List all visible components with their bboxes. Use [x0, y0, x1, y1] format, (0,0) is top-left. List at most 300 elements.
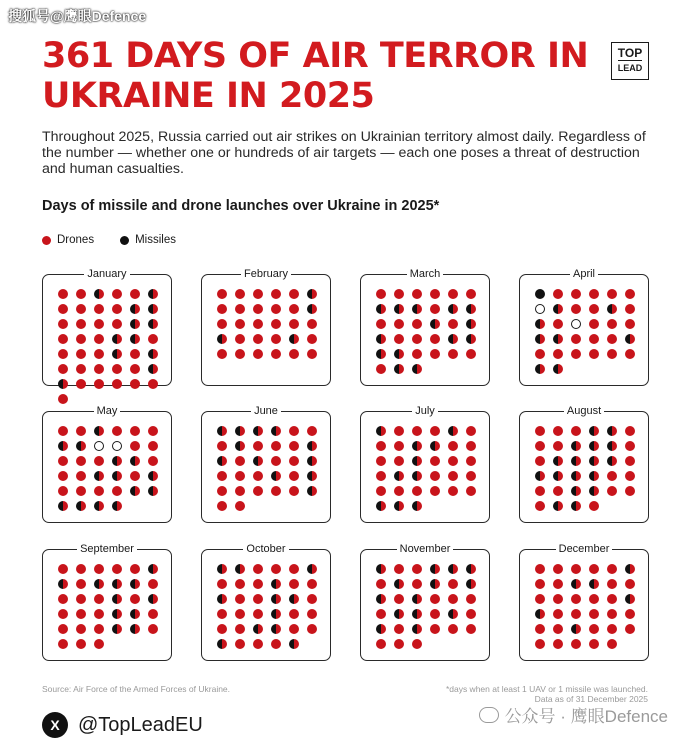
drone-day-dot — [466, 441, 476, 451]
drone-day-dot — [607, 349, 617, 359]
drone-missile-day-dot — [448, 609, 458, 619]
drone-day-dot — [253, 304, 263, 314]
drone-day-dot — [412, 426, 422, 436]
drone-day-dot — [535, 486, 545, 496]
drone-missile-day-dot — [376, 624, 386, 634]
drone-day-dot — [217, 319, 227, 329]
month-name: December — [556, 543, 613, 555]
drone-missile-day-dot — [148, 564, 158, 574]
drone-missile-day-dot — [589, 426, 599, 436]
drone-day-dot — [130, 426, 140, 436]
drone-missile-day-dot — [412, 304, 422, 314]
drone-missile-day-dot — [112, 594, 122, 604]
twitter-handle[interactable]: @TopLeadEU — [78, 713, 203, 736]
drone-missile-day-dot — [307, 486, 317, 496]
drone-day-dot — [607, 564, 617, 574]
drone-day-dot — [430, 471, 440, 481]
drone-day-dot — [589, 349, 599, 359]
no-launch-day-dot — [535, 304, 545, 314]
drone-day-dot — [289, 624, 299, 634]
logo-top-text: TOP — [617, 46, 643, 60]
drone-day-dot — [535, 639, 545, 649]
drone-missile-day-dot — [553, 471, 563, 481]
drone-day-dot — [589, 624, 599, 634]
drone-day-dot — [148, 379, 158, 389]
drone-day-dot — [94, 564, 104, 574]
drone-day-dot — [625, 349, 635, 359]
drone-day-dot — [466, 471, 476, 481]
drone-missile-day-dot — [430, 441, 440, 451]
drone-day-dot — [94, 639, 104, 649]
drone-day-dot — [148, 456, 158, 466]
drone-day-dot — [253, 594, 263, 604]
drone-missile-day-dot — [571, 471, 581, 481]
drone-day-dot — [271, 334, 281, 344]
drone-missile-day-dot — [271, 426, 281, 436]
drone-missile-day-dot — [589, 441, 599, 451]
drone-missile-day-dot — [76, 501, 86, 511]
wechat-label: 公众号 · 鹰眼Defence — [504, 707, 668, 726]
drone-day-dot — [112, 426, 122, 436]
drone-day-dot — [376, 319, 386, 329]
drone-missile-day-dot — [376, 304, 386, 314]
drone-day-dot — [112, 304, 122, 314]
drone-day-dot — [625, 471, 635, 481]
drone-day-dot — [130, 441, 140, 451]
drone-missile-day-dot — [466, 334, 476, 344]
footnote — [446, 684, 648, 704]
drone-day-dot — [376, 441, 386, 451]
drone-missile-day-dot — [58, 501, 68, 511]
drone-day-dot — [253, 579, 263, 589]
drone-day-dot — [448, 486, 458, 496]
drone-missile-day-dot — [130, 624, 140, 634]
drone-missile-day-dot — [307, 441, 317, 451]
drone-day-dot — [307, 334, 317, 344]
drone-missile-day-dot — [394, 349, 404, 359]
drone-day-dot — [235, 334, 245, 344]
drone-missile-day-dot — [553, 334, 563, 344]
missile-day-dot — [535, 289, 545, 299]
drone-day-dot — [607, 486, 617, 496]
drone-missile-day-dot — [571, 456, 581, 466]
drone-missile-day-dot — [307, 471, 317, 481]
drone-day-dot — [217, 471, 227, 481]
drone-missile-day-dot — [130, 456, 140, 466]
drone-missile-day-dot — [553, 456, 563, 466]
drone-missile-day-dot — [148, 594, 158, 604]
chart-subtitle: Days of missile and drone launches over Ukraine in 2025* — [42, 198, 440, 214]
drone-missile-day-dot — [253, 624, 263, 634]
drone-day-dot — [289, 609, 299, 619]
drone-day-dot — [130, 379, 140, 389]
drone-missile-day-dot — [589, 579, 599, 589]
drone-day-dot — [271, 441, 281, 451]
drone-day-dot — [466, 624, 476, 634]
drone-day-dot — [571, 304, 581, 314]
drone-missile-day-dot — [607, 304, 617, 314]
drone-day-dot — [412, 289, 422, 299]
drone-day-dot — [466, 456, 476, 466]
drone-day-dot — [430, 609, 440, 619]
drone-day-dot — [271, 486, 281, 496]
drone-day-dot — [76, 289, 86, 299]
drone-day-dot — [466, 426, 476, 436]
drone-day-dot — [307, 594, 317, 604]
wechat-watermark — [479, 702, 668, 727]
drone-missile-day-dot — [271, 594, 281, 604]
month-panel-october — [201, 543, 331, 661]
drone-day-dot — [394, 441, 404, 451]
month-name: May — [94, 405, 121, 417]
drone-day-dot — [589, 594, 599, 604]
drone-day-dot — [376, 486, 386, 496]
drone-day-dot — [271, 304, 281, 314]
month-name: October — [243, 543, 288, 555]
drone-day-dot — [148, 334, 158, 344]
drone-missile-day-dot — [376, 349, 386, 359]
month-panel-july — [360, 405, 490, 523]
drone-day-dot — [394, 289, 404, 299]
drone-day-dot — [448, 349, 458, 359]
drone-day-dot — [94, 486, 104, 496]
drone-missile-day-dot — [130, 334, 140, 344]
drone-day-dot — [76, 639, 86, 649]
drone-missile-day-dot — [535, 334, 545, 344]
drone-day-dot — [625, 319, 635, 329]
drone-day-dot — [76, 304, 86, 314]
month-panel-april — [519, 268, 649, 386]
drone-day-dot — [553, 609, 563, 619]
drone-missile-day-dot — [307, 564, 317, 574]
logo-bottom-text: LEAD — [618, 60, 643, 75]
month-name: January — [84, 268, 129, 280]
drone-day-dot — [394, 426, 404, 436]
drone-day-dot — [217, 349, 227, 359]
drone-day-dot — [289, 304, 299, 314]
drone-day-dot — [289, 289, 299, 299]
drone-day-dot — [307, 426, 317, 436]
drone-missile-day-dot — [412, 501, 422, 511]
drone-day-dot — [235, 501, 245, 511]
drone-missile-day-dot — [112, 349, 122, 359]
drone-missile-day-dot — [448, 304, 458, 314]
drone-day-dot — [130, 471, 140, 481]
drone-day-dot — [58, 609, 68, 619]
drone-day-dot — [625, 456, 635, 466]
drone-day-dot — [571, 334, 581, 344]
drone-day-dot — [112, 564, 122, 574]
drone-day-dot — [607, 334, 617, 344]
drone-missile-day-dot — [94, 289, 104, 299]
drone-missile-day-dot — [430, 319, 440, 329]
drone-day-dot — [607, 624, 617, 634]
drone-missile-day-dot — [253, 456, 263, 466]
month-panel-may — [42, 405, 172, 523]
drone-missile-day-dot — [148, 349, 158, 359]
drone-day-dot — [625, 441, 635, 451]
drone-day-dot — [535, 594, 545, 604]
drone-day-dot — [607, 609, 617, 619]
drone-day-dot — [271, 289, 281, 299]
drone-day-dot — [376, 579, 386, 589]
drone-day-dot — [607, 594, 617, 604]
drone-day-dot — [253, 349, 263, 359]
drone-day-dot — [217, 624, 227, 634]
drone-missile-day-dot — [148, 289, 158, 299]
drone-day-dot — [571, 289, 581, 299]
drone-missile-day-dot — [535, 319, 545, 329]
drone-missile-day-dot — [394, 609, 404, 619]
month-label — [43, 542, 171, 556]
drone-day-dot — [58, 304, 68, 314]
drone-missile-day-dot — [307, 456, 317, 466]
drone-day-dot — [58, 426, 68, 436]
drone-missile-day-dot — [148, 319, 158, 329]
drone-missile-day-dot — [217, 639, 227, 649]
drone-day-dot — [394, 564, 404, 574]
drone-day-dot — [94, 609, 104, 619]
drone-day-dot — [430, 594, 440, 604]
month-name: April — [570, 268, 598, 280]
drone-day-dot — [253, 334, 263, 344]
drone-missile-day-dot — [430, 579, 440, 589]
drone-missile-day-dot — [76, 441, 86, 451]
drone-missile-day-dot — [553, 501, 563, 511]
drone-day-dot — [271, 319, 281, 329]
drone-day-dot — [307, 579, 317, 589]
platform-watermark: 搜狐号@鹰眼Defence — [8, 8, 147, 24]
drone-missile-day-dot — [94, 471, 104, 481]
drone-missile-day-dot — [430, 564, 440, 574]
drone-day-dot — [271, 564, 281, 574]
x-logo-icon: X — [42, 712, 68, 738]
month-name: November — [397, 543, 454, 555]
legend-drones-label: Drones — [57, 234, 95, 246]
drone-missile-day-dot — [148, 486, 158, 496]
drone-day-dot — [466, 594, 476, 604]
drone-day-dot — [571, 426, 581, 436]
drone-day-dot — [58, 394, 68, 404]
wechat-icon — [479, 707, 499, 723]
month-label — [202, 542, 330, 556]
drone-day-dot — [553, 564, 563, 574]
drone-day-dot — [535, 441, 545, 451]
drone-day-dot — [76, 426, 86, 436]
month-label — [361, 542, 489, 556]
drone-missile-day-dot — [448, 564, 458, 574]
drone-missile-day-dot — [571, 501, 581, 511]
drone-day-dot — [253, 609, 263, 619]
drone-day-dot — [376, 609, 386, 619]
month-panel-january — [42, 268, 172, 386]
drone-day-dot — [235, 456, 245, 466]
drone-day-dot — [94, 379, 104, 389]
drone-day-dot — [625, 624, 635, 634]
drone-missile-day-dot — [607, 441, 617, 451]
drone-missile-day-dot — [271, 624, 281, 634]
drone-day-dot — [607, 639, 617, 649]
drone-missile-day-dot — [394, 304, 404, 314]
drone-day-dot — [535, 624, 545, 634]
drone-day-dot — [76, 594, 86, 604]
drone-day-dot — [553, 639, 563, 649]
drone-day-dot — [589, 289, 599, 299]
drone-day-dot — [289, 471, 299, 481]
drone-day-dot — [112, 289, 122, 299]
drone-day-dot — [253, 289, 263, 299]
drone-missile-day-dot — [376, 594, 386, 604]
drone-day-dot — [625, 609, 635, 619]
drone-missile-day-dot — [130, 319, 140, 329]
drone-day-dot — [76, 579, 86, 589]
drone-day-dot — [394, 319, 404, 329]
drone-missile-day-dot — [235, 426, 245, 436]
drone-day-dot — [412, 579, 422, 589]
drone-day-dot — [571, 639, 581, 649]
drone-day-dot — [235, 471, 245, 481]
month-panel-march — [360, 268, 490, 386]
drone-missile-day-dot — [466, 319, 476, 329]
drone-missile-day-dot — [535, 609, 545, 619]
drone-day-dot — [394, 334, 404, 344]
page-title: 361 DAYS OF AIR TERROR IN UKRAINE IN 2025 — [42, 36, 589, 116]
month-name: September — [77, 543, 137, 555]
drone-missile-day-dot — [217, 426, 227, 436]
drone-missile-day-dot — [235, 441, 245, 451]
drone-day-dot — [553, 349, 563, 359]
month-label — [520, 404, 648, 418]
drone-missile-day-dot — [571, 486, 581, 496]
drone-day-dot — [217, 579, 227, 589]
drone-missile-day-dot — [589, 456, 599, 466]
drone-missile-day-dot — [571, 441, 581, 451]
drone-day-dot — [76, 564, 86, 574]
drone-day-dot — [625, 304, 635, 314]
drone-missile-day-dot — [589, 486, 599, 496]
drone-day-dot — [535, 501, 545, 511]
drone-missile-day-dot — [271, 579, 281, 589]
drone-day-dot — [535, 426, 545, 436]
drone-day-dot — [430, 304, 440, 314]
drone-missile-day-dot — [466, 579, 476, 589]
no-launch-day-dot — [112, 441, 122, 451]
drone-missile-day-dot — [94, 579, 104, 589]
drone-day-dot — [553, 441, 563, 451]
drone-day-dot — [430, 349, 440, 359]
drone-day-dot — [76, 456, 86, 466]
drone-day-dot — [571, 609, 581, 619]
drone-missile-day-dot — [112, 501, 122, 511]
drone-missile-day-dot — [376, 564, 386, 574]
drone-day-dot — [394, 624, 404, 634]
drone-missile-day-dot — [571, 624, 581, 634]
drone-missile-day-dot — [217, 594, 227, 604]
drone-day-dot — [448, 594, 458, 604]
drone-day-dot — [271, 349, 281, 359]
drone-day-dot — [94, 594, 104, 604]
drone-missile-day-dot — [376, 334, 386, 344]
drone-day-dot — [130, 289, 140, 299]
month-label — [43, 404, 171, 418]
drone-day-dot — [589, 609, 599, 619]
drone-missile-day-dot — [394, 501, 404, 511]
drone-missile-day-dot — [412, 441, 422, 451]
footnote-line-1: *days when at least 1 UAV or 1 missile was launched. — [445, 684, 648, 694]
drone-day-dot — [253, 441, 263, 451]
drone-day-dot — [94, 364, 104, 374]
drone-day-dot — [148, 609, 158, 619]
drone-missile-day-dot — [412, 609, 422, 619]
drone-day-dot — [535, 349, 545, 359]
drone-day-dot — [553, 579, 563, 589]
drone-day-dot — [412, 349, 422, 359]
drone-day-dot — [430, 426, 440, 436]
drone-day-dot — [394, 639, 404, 649]
drone-missile-day-dot — [217, 564, 227, 574]
drone-day-dot — [307, 319, 317, 329]
drone-missile-day-dot — [394, 471, 404, 481]
drone-day-dot — [58, 289, 68, 299]
drone-day-dot — [589, 304, 599, 314]
month-label — [202, 267, 330, 281]
month-label — [202, 404, 330, 418]
source-note: Source: Air Force of the Armed Forces of Ukraine. — [42, 684, 231, 694]
drone-day-dot — [130, 364, 140, 374]
month-name: August — [564, 405, 604, 417]
month-panel-august — [519, 405, 649, 523]
drone-day-dot — [553, 594, 563, 604]
drone-day-dot — [76, 319, 86, 329]
drone-day-dot — [394, 456, 404, 466]
drone-missile-day-dot — [112, 609, 122, 619]
drone-day-dot — [412, 334, 422, 344]
drone-day-dot — [535, 456, 545, 466]
drone-day-dot — [58, 564, 68, 574]
drone-day-dot — [307, 624, 317, 634]
drone-day-dot — [430, 289, 440, 299]
drone-day-dot — [76, 486, 86, 496]
drone-day-dot — [76, 349, 86, 359]
drone-missile-day-dot — [535, 364, 545, 374]
drone-day-dot — [112, 319, 122, 329]
drone-day-dot — [376, 639, 386, 649]
drone-day-dot — [625, 579, 635, 589]
drone-missile-day-dot — [130, 579, 140, 589]
drone-day-dot — [376, 456, 386, 466]
drone-missile-day-dot — [376, 426, 386, 436]
drone-missile-day-dot — [58, 579, 68, 589]
drone-missile-day-dot — [412, 624, 422, 634]
drone-day-dot — [307, 609, 317, 619]
drone-day-dot — [235, 579, 245, 589]
month-label — [520, 542, 648, 556]
drone-missile-day-dot — [448, 334, 458, 344]
drone-day-dot — [58, 319, 68, 329]
drone-missile-day-dot — [148, 471, 158, 481]
drone-missile-day-dot — [376, 501, 386, 511]
drone-missile-day-dot — [289, 594, 299, 604]
drone-day-dot — [448, 441, 458, 451]
drone-day-dot — [412, 639, 422, 649]
drone-day-dot — [58, 594, 68, 604]
month-panel-november — [360, 543, 490, 661]
drone-day-dot — [217, 304, 227, 314]
drone-day-dot — [448, 319, 458, 329]
drone-missile-day-dot — [235, 564, 245, 574]
month-name: March — [407, 268, 444, 280]
drone-day-dot — [58, 624, 68, 634]
